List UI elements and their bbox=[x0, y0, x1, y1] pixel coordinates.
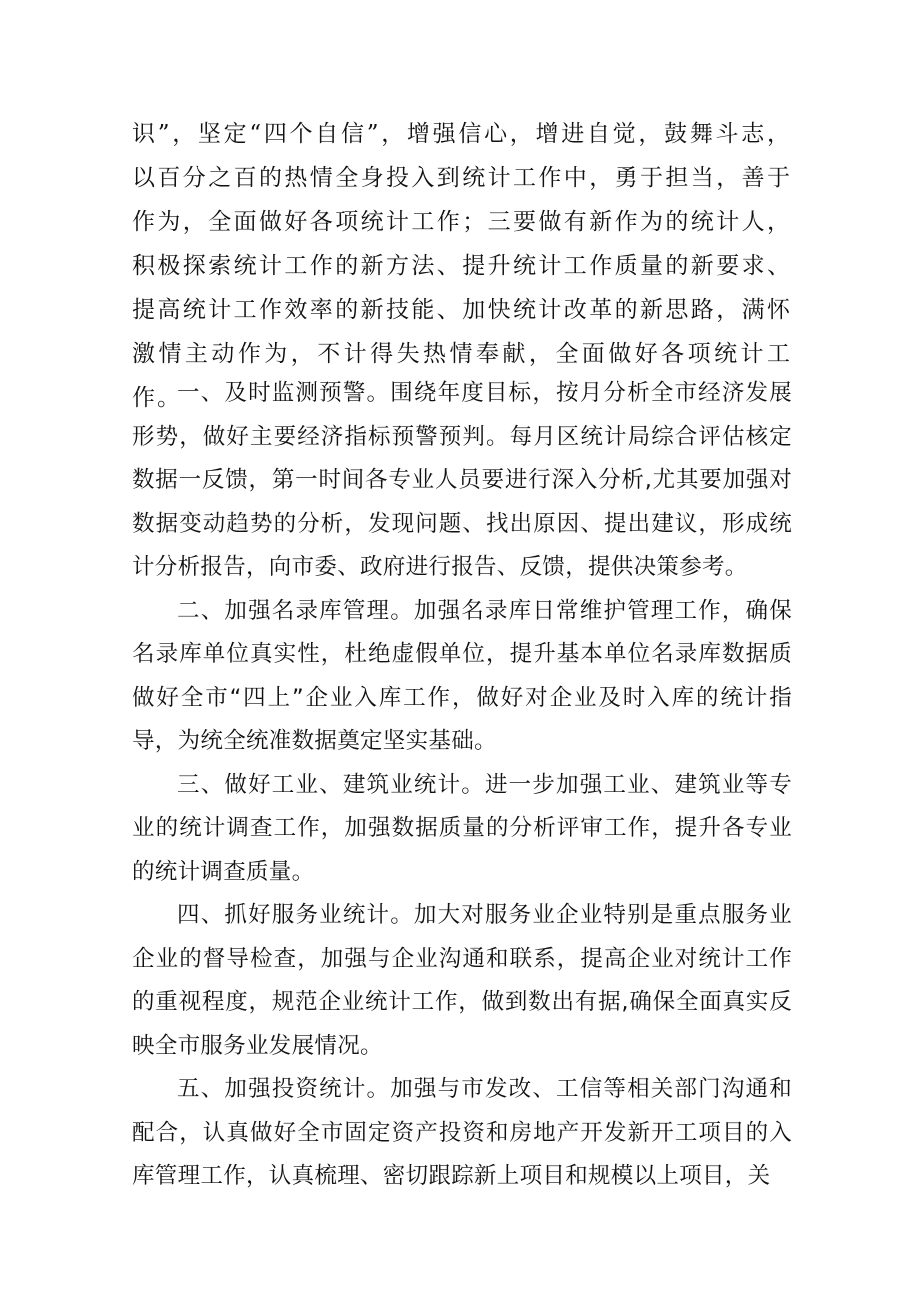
main-text-block bbox=[132, 372, 792, 1199]
paragraph-investment: 五、加强投资统计。加强与市发改、工信等相关部门沟通和配合，认真做好全市固定资产投资和房地产开发新开工项目的入库管理工作，认真梳理、密切跟踪新上项目和规模以上项目，关 bbox=[132, 1076, 792, 1189]
paragraph-industry: 三、做好工业、建筑业统计。进一步加强工业、建筑业等专业的统计调查工作，加强数据质量的分析评审工作，提升各专业的统计调查质量。 bbox=[132, 771, 792, 885]
continued-paragraph: 识”，坚定“四个自信”，增强信心，增进自觉，鼓舞斗志，以百分之百的热情全身投入到统计工作中，勇于担当，善于作为，全面做好各项统计工作；三要做有新作为的统计人，积极探索统计工作的新方法、提升统计工作质量的新要求、提高统计工作效率的新技能、加快统计改革的新思路，满怀激情主动作为，不计得失热情奉献，全面做好各项统计工作。 bbox=[132, 121, 792, 411]
paragraph-monitoring: 一、及时监测预警。围绕年度目标，按月分析全市经济发展形势，做好主要经济指标预警预判。每月区统计局综合评估核定数据一反馈，第一时间各专业人员要进行深入分析,尤其要加强对数据变动趋势的分析，发现问题、找出原因、提出建议，形成统计分析报告，向市委、政府进行报告、反馈，提供决策参考。 bbox=[132, 380, 792, 580]
paragraph-directory: 二、加强名录库管理。加强名录库日常维护管理工作，确保名录库单位真实性，杜绝虚假单位，提升基本单位名录库数据质做好全市“四上”企业入库工作，做好对企业及时入库的统计指导，为统全统准数据奠定坚实基础。 bbox=[132, 597, 792, 754]
paragraph-services: 四、抓好服务业统计。加大对服务业企业特别是重点服务业企业的督导检查，加强与企业沟通和联系，提高企业对统计工作的重视程度，规范企业统计工作，做到数出有据,确保全面真实反映全市服务业发展情况。 bbox=[132, 902, 792, 1059]
